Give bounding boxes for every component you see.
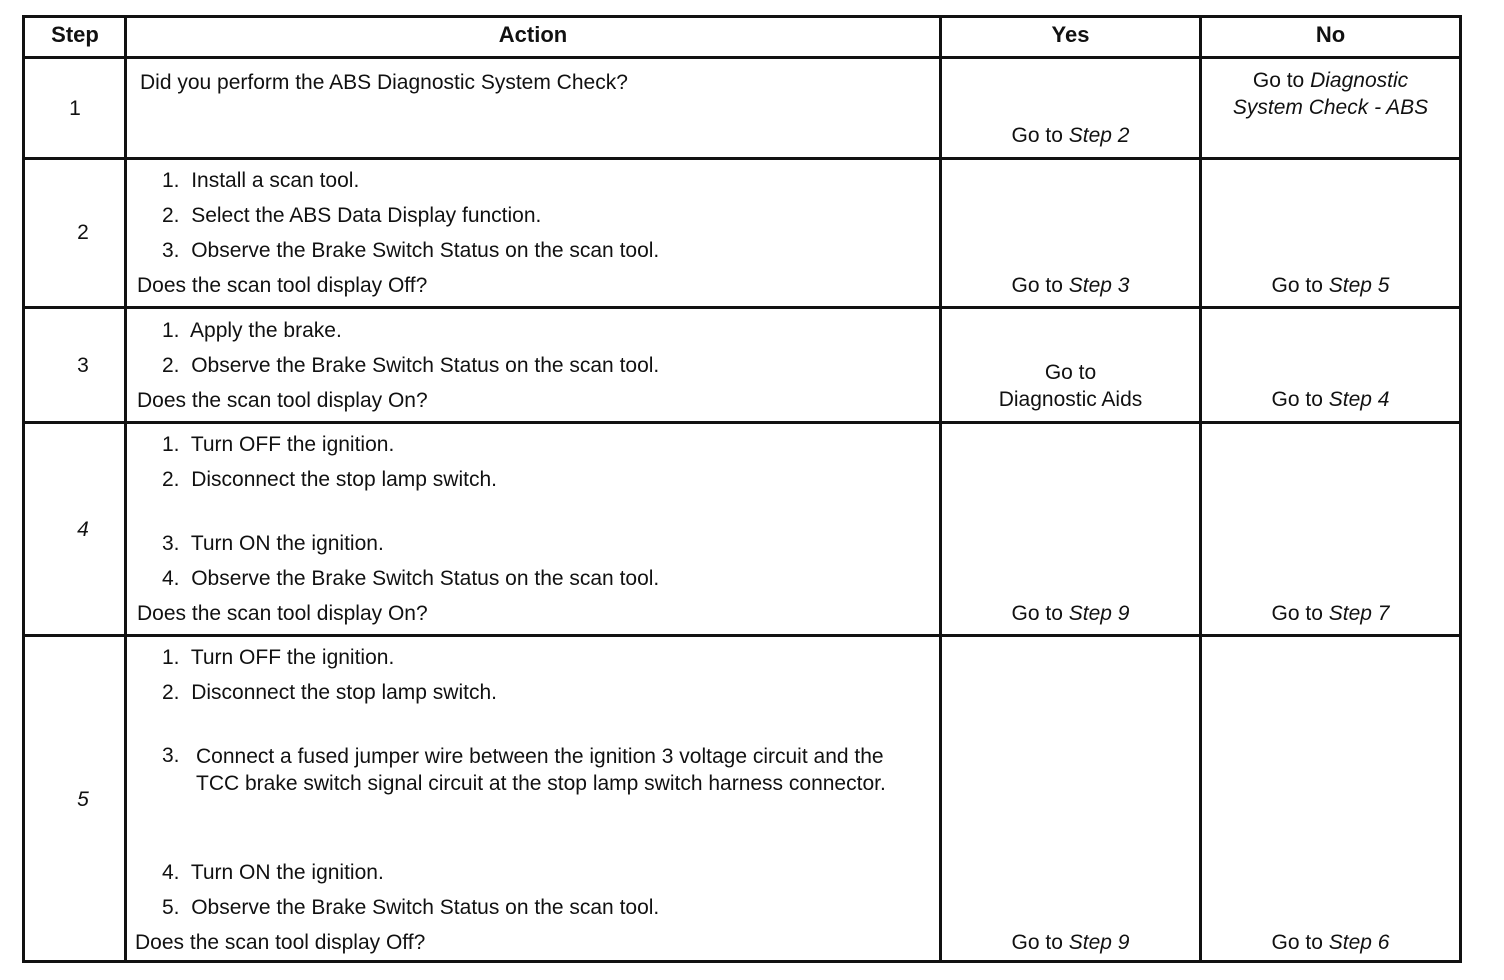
- yes-result: Go to Step 9: [1011, 931, 1130, 954]
- action-item: 4. Observe the Brake Switch Status on the scan tool.: [162, 567, 660, 590]
- header-yes: Yes: [1051, 22, 1090, 47]
- no-target-2: System Check - ABS: [1232, 96, 1429, 119]
- header-action: Action: [498, 22, 568, 47]
- no-result-line2: [1202, 95, 1459, 120]
- step-number: 1: [69, 97, 81, 120]
- action-question: Did you perform the ABS Diagnostic System Check?: [140, 71, 628, 94]
- action-item: 2. Disconnect the stop lamp switch.: [162, 681, 497, 704]
- action-item: 5. Observe the Brake Switch Status on the scan tool.: [162, 896, 660, 919]
- yes-result: Go to Step 3: [1011, 274, 1130, 297]
- action-question: Does the scan tool display Off?: [137, 274, 428, 297]
- no-result: Go to Step 4: [1271, 388, 1390, 411]
- yes-target: Step 2: [1068, 124, 1130, 147]
- action-item: 1. Turn OFF the ignition.: [162, 433, 395, 456]
- action-item: 1. Apply the brake.: [162, 319, 342, 342]
- action-item: 3. Observe the Brake Switch Status on the scan tool.: [162, 239, 660, 262]
- no-result: [1202, 68, 1459, 93]
- header-step: Step: [51, 22, 99, 47]
- action-item: Connect a fused jumper wire between the ignition 3 voltage circuit and the TCC brake switch signal circuit at the stop lamp switch harness connector.: [196, 745, 886, 795]
- action-item: 1. Install a scan tool.: [162, 169, 360, 192]
- no-result: Go to Step 5: [1271, 274, 1390, 297]
- no-prefix: Go to: [1252, 69, 1305, 92]
- action-question: Does the scan tool display Off?: [135, 931, 426, 954]
- action-item: 2. Observe the Brake Switch Status on the scan tool.: [162, 354, 660, 377]
- no-result: Go to Step 6: [1271, 931, 1390, 954]
- action-item: 2. Select the ABS Data Display function.: [162, 204, 542, 227]
- action-item-number: 3.: [162, 744, 180, 767]
- step-number: 5: [77, 788, 89, 811]
- step-number: 2: [77, 221, 89, 244]
- action-question: Does the scan tool display On?: [137, 389, 428, 412]
- step-number: 3: [77, 354, 89, 377]
- action-item: 4. Turn ON the ignition.: [162, 861, 384, 884]
- action-item: 2. Disconnect the stop lamp switch.: [162, 468, 497, 491]
- yes-result: [942, 123, 1199, 148]
- yes-result: Go to Step 9: [1011, 602, 1130, 625]
- no-result: Go to Step 7: [1271, 602, 1390, 625]
- yes-result-line2: Diagnostic Aids: [998, 388, 1143, 411]
- action-item: 3. Turn ON the ignition.: [162, 532, 384, 555]
- action-question: Does the scan tool display On?: [137, 602, 428, 625]
- no-target: Diagnostic: [1310, 69, 1409, 92]
- header-no: No: [1315, 22, 1346, 47]
- step-number: 4: [77, 518, 89, 541]
- yes-prefix: Go to: [1011, 124, 1063, 147]
- yes-result: Go to: [1044, 361, 1097, 384]
- action-item: 1. Turn OFF the ignition.: [162, 646, 395, 669]
